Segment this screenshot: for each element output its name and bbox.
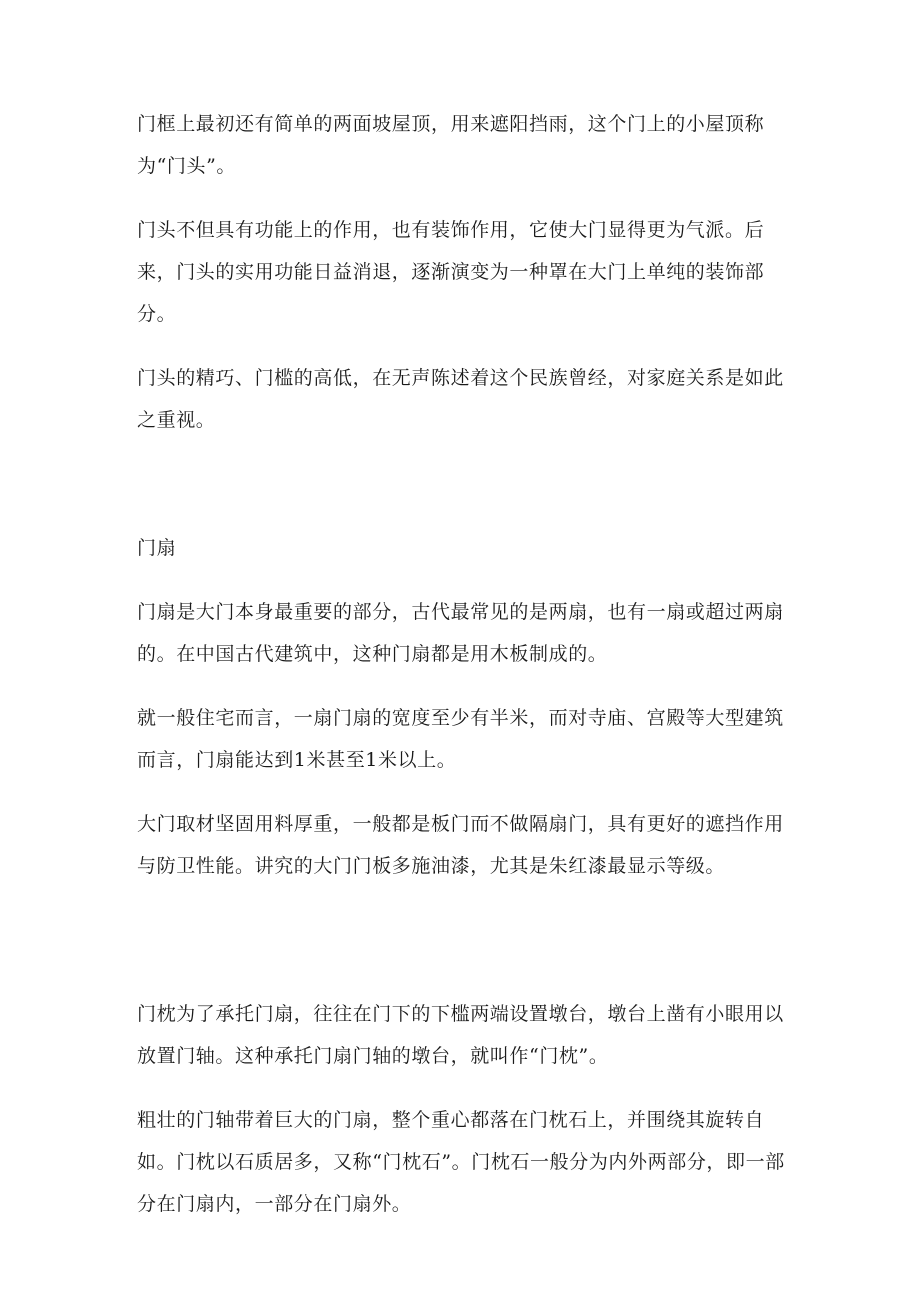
- paragraph-men-tou-meaning: 门头的精巧、门槛的高低，在无声陈述着这个民族曾经，对家庭关系是如此之重视。: [137, 367, 784, 431]
- paragraph-men-shan-material: 大门取材坚固用料厚重，一般都是板门而不做隔扇门，具有更好的遮挡作用与防卫性能。讲究的大门门板多施油漆，尤其是朱红漆最显示等级。: [137, 813, 784, 877]
- paragraph-men-zhen-stone: 粗壮的门轴带着巨大的门扇，整个重心都落在门枕石上，并围绕其旋转自如。门枕以石质居多，又称“门枕石”。门枕石一般分为内外两部分，即一部分在门扇内，一部分在门扇外。: [137, 1109, 785, 1215]
- paragraph-men-zhen-intro: 门枕为了承托门扇，往往在门下的下槛两端设置墩台，墩台上凿有小眼用以放置门轴。这种承托门扇门轴的墩台，就叫作“门枕”。: [137, 1003, 784, 1067]
- paragraph-men-tou-function: 门头不但具有功能上的作用，也有装饰作用，它使大门显得更为气派。后来，门头的实用功能日益消退，逐渐演变为一种罩在大门上单纯的装饰部分。: [137, 219, 765, 325]
- section-heading-men-shan: 门扇: [137, 537, 177, 559]
- paragraph-men-shan-intro: 门扇是大门本身最重要的部分，古代最常见的是两扇，也有一扇或超过两扇的。在中国古代建筑中，这种门扇都是用木板制成的。: [137, 601, 784, 665]
- paragraph-men-tou-intro: 门框上最初还有简单的两面坡屋顶，用来遮阳挡雨，这个门上的小屋顶称为“门头”。: [137, 113, 765, 177]
- document-body: [137, 103, 797, 1247]
- paragraph-men-shan-width: 就一般住宅而言，一扇门扇的宽度至少有半米，而对寺庙、宫殿等大型建筑而言，门扇能达到1米甚至1米以上。: [137, 707, 784, 771]
